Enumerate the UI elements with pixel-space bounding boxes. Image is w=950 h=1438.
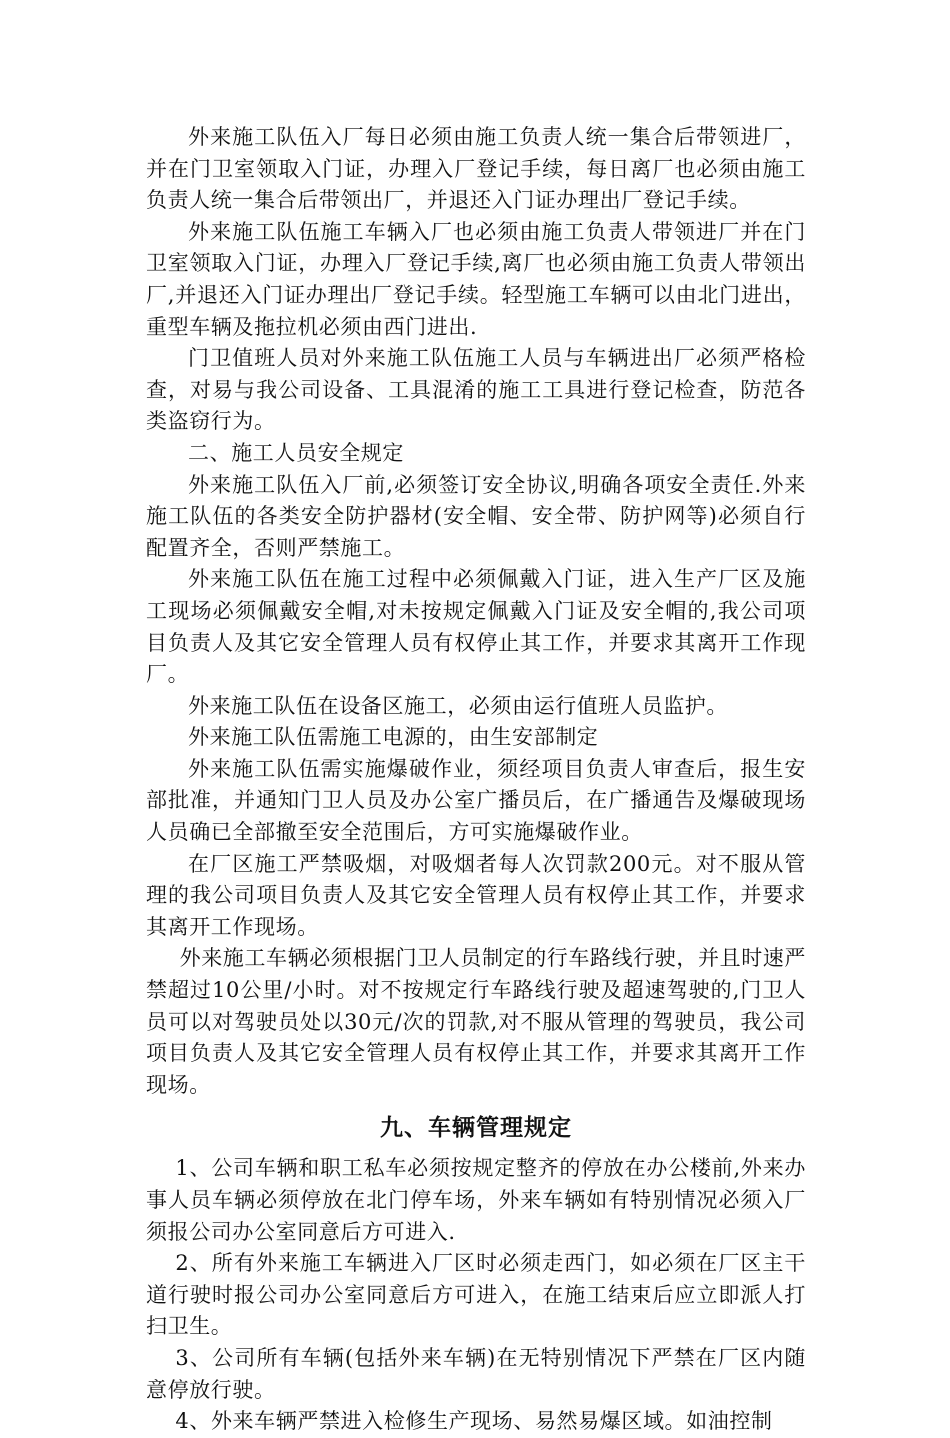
paragraph-smoking: 在厂区施工严禁吸烟，对吸烟者每人次罚款200元。对不服从管理的我公司项目负责人及其它安全管理人员有权停止其工作，并要求其离开工作现场。 xyxy=(146,851,806,939)
paragraph-power-supply: 外来施工队伍需施工电源的，由生安部制定 xyxy=(188,725,599,750)
paragraph-gate-inspection: 门卫值班人员对外来施工队伍施工人员与车辆进出厂必须严格检查，对易与我公司设备、工具混淆的施工工具进行登记检查，防范各类盗窃行为。 xyxy=(146,346,806,434)
list-item-vehicle-rule: 1、公司车辆和职工私车必须按规定整齐的停放在办公楼前,外来办事人员车辆必须停放在北门停车场，外来车辆如有特别情况必须入厂须报公司办公室同意后方可进入. xyxy=(146,1156,806,1244)
paragraph-blasting: 外来施工队伍需实施爆破作业，须经项目负责人审查后，报生安部批准，并通知门卫人员及办公室广播员后，在广播通告及爆破现场人员确已全部撤至安全范围后，方可实施爆破作业。 xyxy=(146,756,806,845)
list-item-vehicle-rule: 4、外来车辆严禁进入检修生产现场、易然易爆区域。如油控制 xyxy=(175,1409,773,1434)
paragraph-equipment-area: 外来施工队伍在设备区施工，必须由运行值班人员监护。 xyxy=(188,693,728,718)
paragraph-contractor-entry: 外来施工队伍入厂每日必须由施工负责人统一集合后带领进厂，并在门卫室领取入门证，办理入厂登记手续，每日离厂也必须由施工负责人统一集合后带领出厂，并退还入门证办理出厂登记手续。 xyxy=(146,125,806,213)
subheading-worker-safety: 二、施工人员安全规定 xyxy=(188,440,404,465)
document-page xyxy=(146,122,806,1438)
paragraph-helmet-badge: 外来施工队伍在施工过程中必须佩戴入门证，进入生产厂区及施工现场必须佩戴安全帽,对未按规定佩戴入门证及安全帽的,我公司项目负责人及其它安全管理人员有权停止其工作，并要求其离开工作现厂。 xyxy=(146,567,806,687)
list-item-vehicle-rule: 2、所有外来施工车辆进入厂区时必须走西门，如必须在厂区主干道行驶时报公司办公室同意后方可进入，在施工结束后应立即派人打扫卫生。 xyxy=(146,1251,806,1339)
paragraph-contractor-vehicles: 外来施工队伍施工车辆入厂也必须由施工负责人带领进厂并在门卫室领取入门证，办理入厂登记手续,离厂也必须由施工负责人带领出厂,并退还入门证办理出厂登记手续。轻型施工车辆可以由北门进出，重型车辆及拖拉机必须由西门进出. xyxy=(146,219,806,339)
paragraph-safety-agreement: 外来施工队伍入厂前,必须签订安全协议,明确各项安全责任.外来施工队伍的各类安全防护器材(安全帽、安全带、防护网等)必须自行配置齐全，否则严禁施工。 xyxy=(146,472,806,560)
paragraph-speed-limit: 外来施工车辆必须根据门卫人员制定的行车路线行驶，并且时速严禁超过10公里/小时。对不按规定行车路线行驶及超速驾驶的,门卫人员可以对驾驶员处以30元/次的罚款,对不服从管理的驾驶员，我公司项目负责人及其它安全管理人员有权停止其工作，并要求其离开工作现场。 xyxy=(146,946,806,1097)
list-item-vehicle-rule: 3、公司所有车辆(包括外来车辆)在无特别情况下严禁在厂区内随意停放行驶。 xyxy=(146,1345,806,1402)
section-title-vehicle-rules: 九、车辆管理规定 xyxy=(380,1115,572,1142)
